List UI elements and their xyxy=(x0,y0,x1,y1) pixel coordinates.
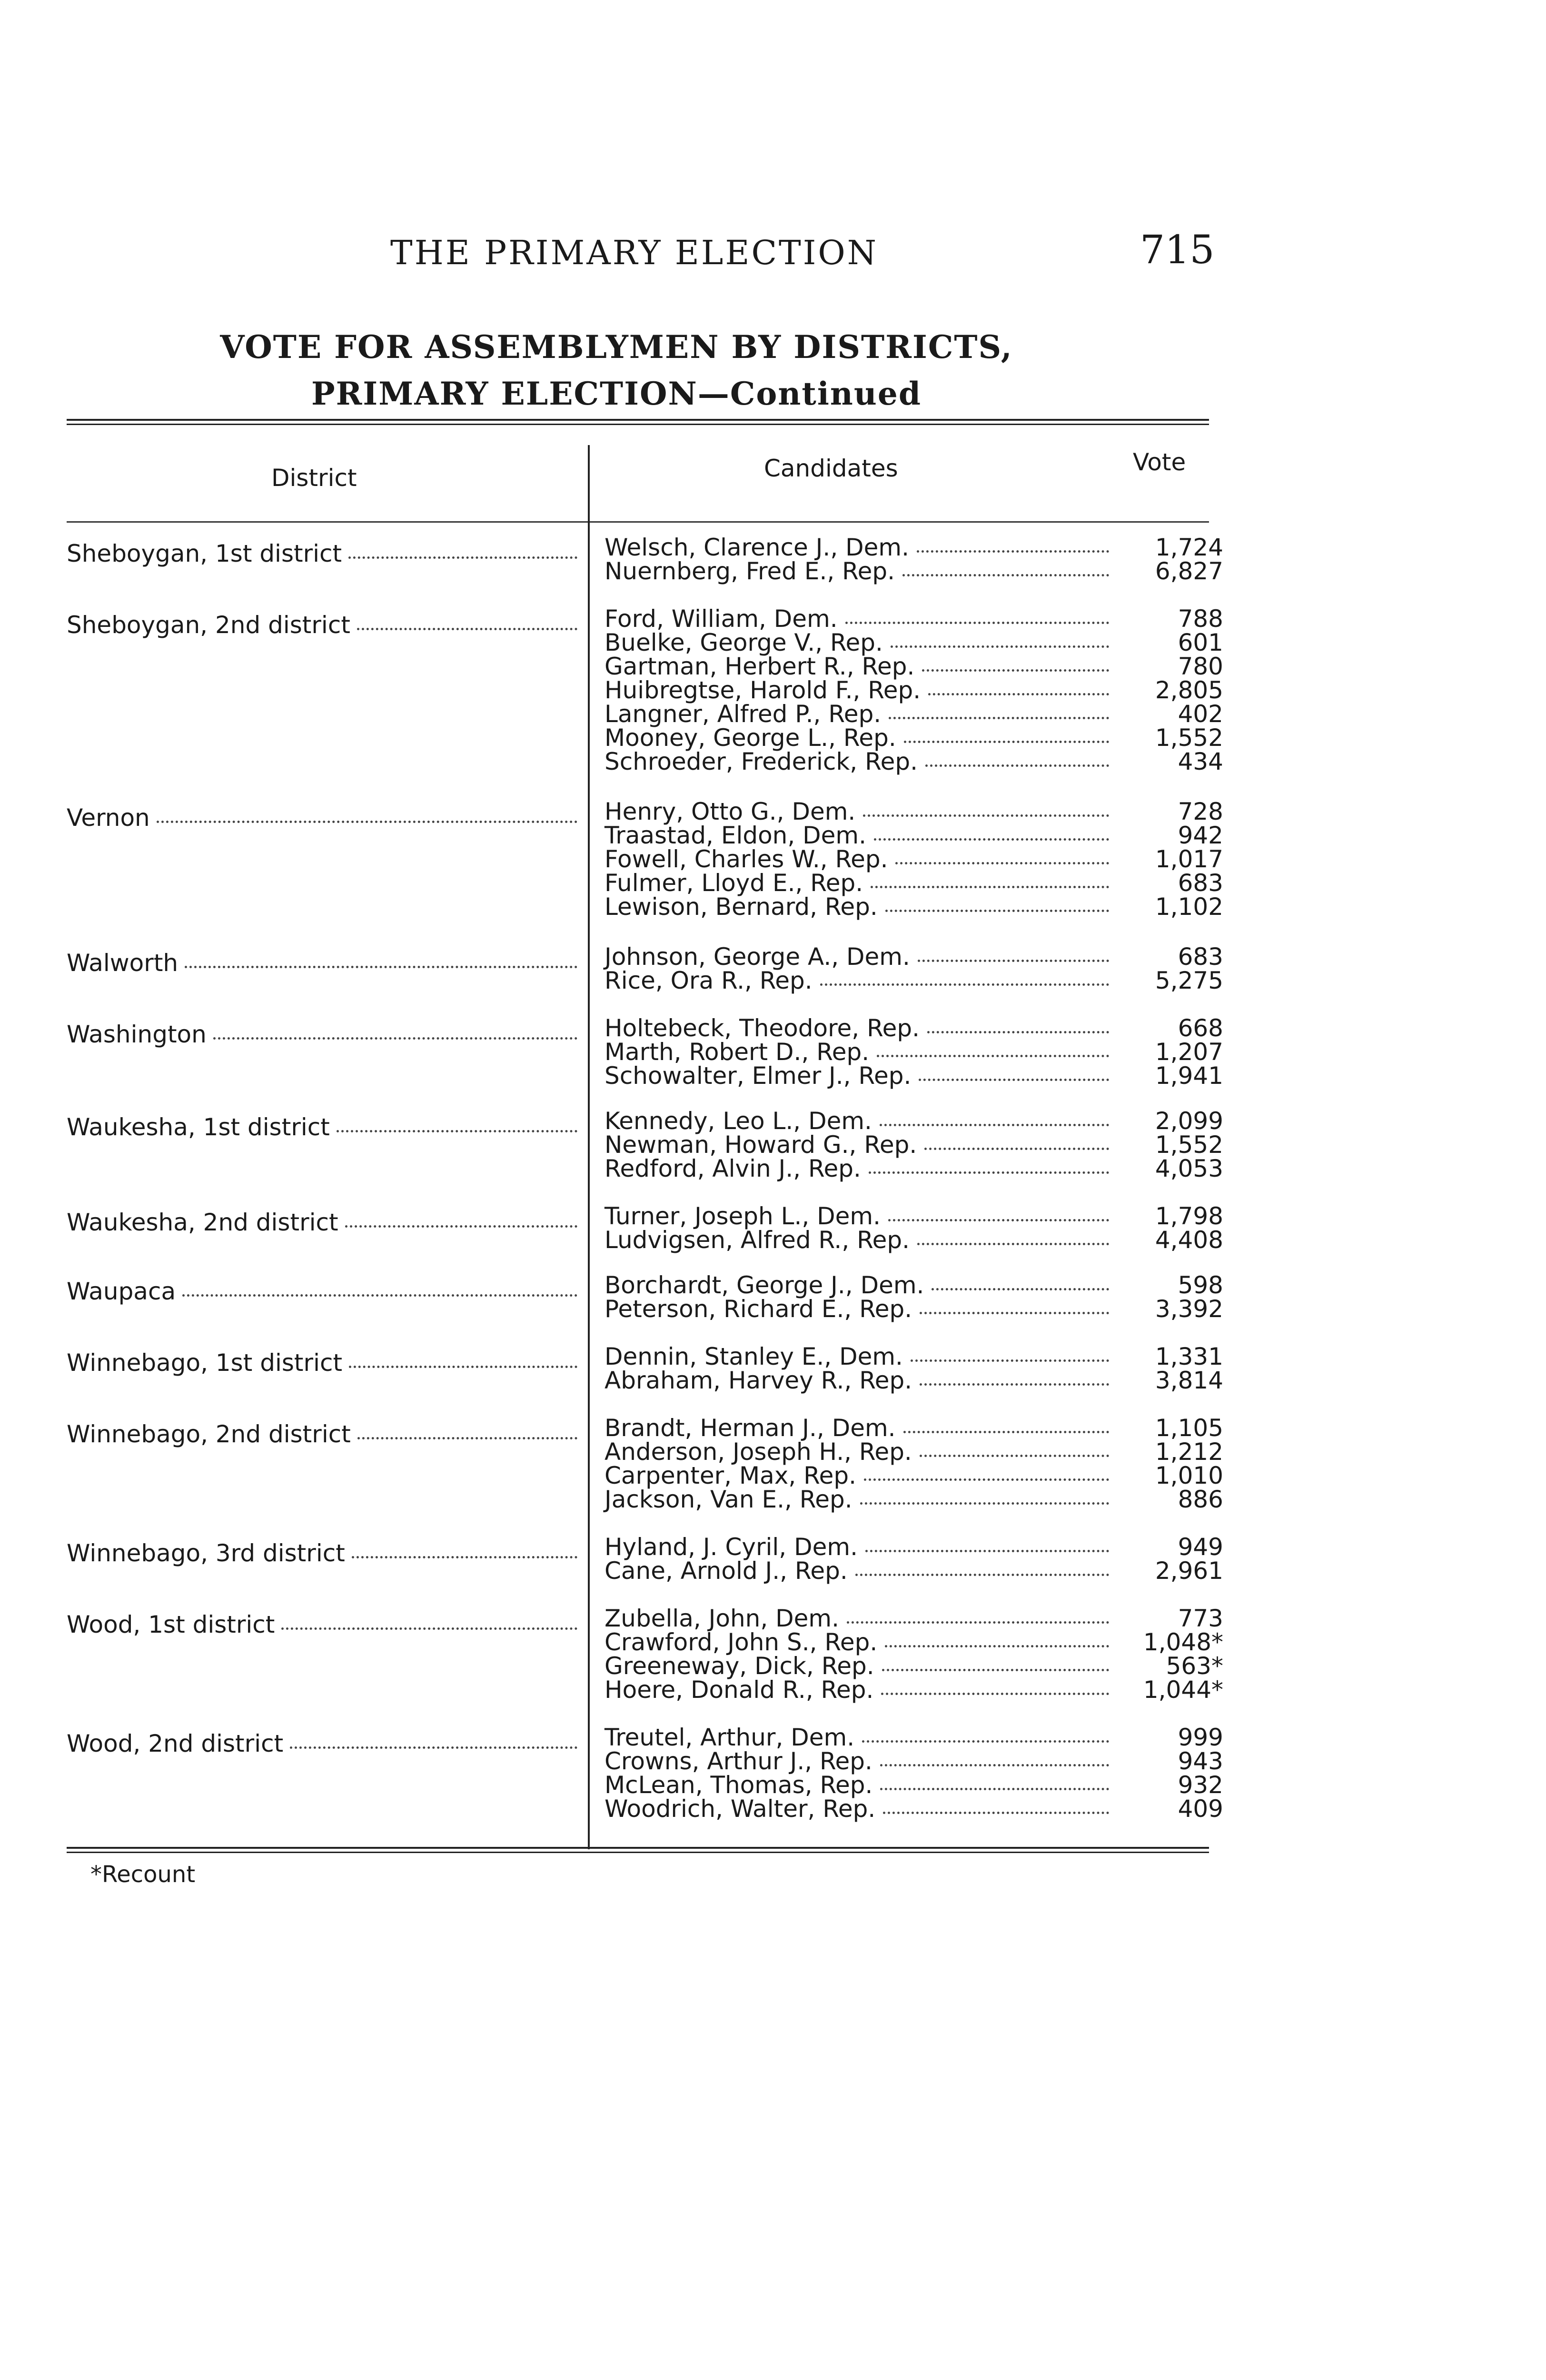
district-name xyxy=(67,950,583,976)
dot-leader xyxy=(903,1431,1109,1433)
district-label: Winnebago, 2nd district xyxy=(67,1420,351,1448)
candidate-name: Cane, Arnold J., Rep. xyxy=(605,1557,848,1585)
vote-count: 886 xyxy=(1178,1486,1223,1513)
candidate-name: Johnson, George A., Dem. xyxy=(605,943,910,971)
candidate-name: Greeneway, Dick, Rep. xyxy=(605,1652,874,1680)
candidate-row xyxy=(605,1368,1223,1392)
dot-leader xyxy=(917,1243,1109,1245)
candidate-row xyxy=(605,1204,1223,1228)
candidate-name: Ludvigsen, Alfred R., Rep. xyxy=(605,1226,910,1254)
candidate-name: Mooney, George L., Rep. xyxy=(605,724,896,752)
dot-leader xyxy=(869,1171,1109,1174)
vote-count: 683 xyxy=(1178,869,1223,897)
table-title-line-2: PRIMARY ELECTION—Continued xyxy=(311,375,922,412)
district-label: Waukesha, 1st district xyxy=(67,1113,330,1141)
vote-count: 999 xyxy=(1178,1724,1223,1751)
candidate-row xyxy=(605,1606,1223,1630)
vote-count: 4,408 xyxy=(1155,1226,1223,1254)
vote-count: 683 xyxy=(1178,943,1223,971)
dot-leader xyxy=(871,886,1109,888)
candidate-row xyxy=(605,1464,1223,1488)
candidate-row xyxy=(605,1726,1223,1749)
candidate-row xyxy=(605,536,1223,559)
dot-leader xyxy=(920,1312,1109,1314)
candidate-name: Marth, Robert D., Rep. xyxy=(605,1038,870,1066)
district-name xyxy=(67,1421,583,1448)
district-name xyxy=(67,804,583,831)
dot-leader xyxy=(922,669,1109,672)
candidate-row xyxy=(605,1488,1223,1511)
vote-count: 1,331 xyxy=(1155,1343,1223,1370)
vote-count: 942 xyxy=(1178,822,1223,849)
candidate-name: Borchardt, George J., Dem. xyxy=(605,1271,924,1299)
candidate-name: Fowell, Charles W., Rep. xyxy=(605,845,888,873)
candidate-name: Crowns, Arthur J., Rep. xyxy=(605,1747,872,1775)
dot-leader xyxy=(845,622,1109,624)
candidate-row xyxy=(605,1157,1223,1180)
dot-leader xyxy=(881,1693,1109,1695)
vote-count: 1,724 xyxy=(1155,534,1223,561)
candidate-name: Huibregtse, Harold F., Rep. xyxy=(605,676,921,704)
candidate-name: Crawford, John S., Rep. xyxy=(605,1628,878,1656)
candidate-name: Fulmer, Lloyd E., Rep. xyxy=(605,869,863,897)
candidate-row xyxy=(605,607,1223,631)
dot-leader xyxy=(348,556,577,559)
dot-leader xyxy=(863,814,1109,817)
candidate-row xyxy=(605,1228,1223,1252)
header-rule xyxy=(67,521,1209,523)
vote-count: 1,017 xyxy=(1155,845,1223,873)
candidate-row xyxy=(605,1133,1223,1157)
dot-leader xyxy=(880,1124,1109,1126)
dot-leader xyxy=(924,1148,1109,1150)
district-label: Walworth xyxy=(67,949,178,977)
top-rule xyxy=(67,419,1209,425)
vote-count: 780 xyxy=(1178,653,1223,680)
candidate-name: Woodrich, Walter, Rep. xyxy=(605,1795,876,1823)
candidate-row xyxy=(605,631,1223,654)
dot-leader xyxy=(185,966,577,968)
vote-count: 6,827 xyxy=(1155,557,1223,585)
candidate-list xyxy=(605,1345,1223,1392)
dot-leader xyxy=(911,1359,1109,1362)
candidate-name: Hoere, Donald R., Rep. xyxy=(605,1676,874,1704)
candidate-name: Anderson, Joseph H., Rep. xyxy=(605,1438,912,1466)
dot-leader xyxy=(357,1437,577,1439)
candidate-row xyxy=(605,1109,1223,1133)
page-number: 715 xyxy=(1140,228,1215,273)
candidate-list xyxy=(605,1204,1223,1252)
district-label: Wood, 1st district xyxy=(67,1611,275,1638)
vote-count: 563* xyxy=(1166,1652,1223,1680)
vote-count: 1,552 xyxy=(1155,724,1223,752)
candidate-list xyxy=(605,1726,1223,1821)
dot-leader xyxy=(917,550,1109,553)
district-label: Sheboygan, 2nd district xyxy=(67,611,350,639)
dot-leader xyxy=(925,764,1109,767)
candidate-row xyxy=(605,1345,1223,1368)
candidate-row xyxy=(605,1040,1223,1064)
dot-leader xyxy=(885,910,1109,912)
bottom-rule xyxy=(67,1847,1209,1853)
dot-leader xyxy=(357,628,577,630)
candidate-row xyxy=(605,1016,1223,1040)
candidate-row xyxy=(605,1297,1223,1321)
district-label: Winnebago, 3rd district xyxy=(67,1539,345,1567)
dot-leader xyxy=(928,693,1109,695)
candidate-row xyxy=(605,800,1223,823)
vote-count: 1,102 xyxy=(1155,893,1223,921)
district-label: Vernon xyxy=(67,804,150,832)
candidate-name: Traastad, Eldon, Dem. xyxy=(605,822,866,849)
candidate-name: McLean, Thomas, Rep. xyxy=(605,1771,873,1799)
candidate-row xyxy=(605,750,1223,774)
dot-leader xyxy=(345,1225,577,1228)
candidate-row xyxy=(605,559,1223,583)
column-header-vote: Vote xyxy=(1133,448,1186,476)
table-title-line-1: VOTE FOR ASSEMBLYMEN BY DISTRICTS, xyxy=(220,328,1013,366)
candidate-row xyxy=(605,895,1223,919)
candidate-row xyxy=(605,1535,1223,1559)
dot-leader xyxy=(349,1366,577,1368)
dot-leader xyxy=(847,1621,1109,1624)
candidate-list xyxy=(605,1416,1223,1511)
district-name xyxy=(67,1730,583,1757)
district-label: Waupaca xyxy=(67,1278,176,1305)
vote-count: 1,010 xyxy=(1155,1462,1223,1489)
vote-count: 3,814 xyxy=(1155,1367,1223,1394)
vote-count: 601 xyxy=(1178,629,1223,656)
vote-count: 3,392 xyxy=(1155,1295,1223,1323)
candidate-name: Schowalter, Elmer J., Rep. xyxy=(605,1062,912,1090)
dot-leader xyxy=(888,1219,1109,1221)
candidate-name: Welsch, Clarence J., Dem. xyxy=(605,534,909,561)
vote-count: 1,048* xyxy=(1143,1628,1223,1656)
district-name xyxy=(67,612,583,638)
candidate-name: Langner, Alfred P., Rep. xyxy=(605,700,882,728)
dot-leader xyxy=(877,1055,1109,1057)
dot-leader xyxy=(918,960,1109,962)
dot-leader xyxy=(213,1037,577,1040)
vote-count: 788 xyxy=(1178,605,1223,633)
vote-count: 5,275 xyxy=(1155,967,1223,994)
candidate-row xyxy=(605,678,1223,702)
dot-leader xyxy=(932,1288,1109,1290)
candidate-row xyxy=(605,871,1223,895)
candidate-name: Turner, Joseph L., Dem. xyxy=(605,1202,881,1230)
candidate-row xyxy=(605,1749,1223,1773)
candidate-name: Dennin, Stanley E., Dem. xyxy=(605,1343,903,1370)
candidate-row xyxy=(605,1559,1223,1583)
candidate-row xyxy=(605,945,1223,969)
district-name xyxy=(67,1114,583,1140)
dot-leader xyxy=(865,1550,1109,1552)
district-name xyxy=(67,1278,583,1305)
vote-count: 2,961 xyxy=(1155,1557,1223,1585)
candidate-name: Brandt, Herman J., Dem. xyxy=(605,1414,896,1442)
dot-leader xyxy=(882,1669,1109,1671)
dot-leader xyxy=(904,741,1109,743)
dot-leader xyxy=(885,1645,1109,1647)
candidate-list xyxy=(605,1273,1223,1321)
district-label: Winnebago, 1st district xyxy=(67,1349,343,1377)
candidate-name: Schroeder, Frederick, Rep. xyxy=(605,748,918,775)
dot-leader xyxy=(889,717,1109,719)
dot-leader xyxy=(902,574,1109,576)
candidate-row xyxy=(605,823,1223,847)
candidate-row xyxy=(605,1416,1223,1440)
dot-leader xyxy=(880,1788,1109,1790)
candidate-row xyxy=(605,1773,1223,1797)
candidate-row xyxy=(605,969,1223,992)
candidate-row xyxy=(605,1797,1223,1821)
candidate-row xyxy=(605,1678,1223,1702)
vote-count: 1,207 xyxy=(1155,1038,1223,1066)
district-label: Wood, 2nd district xyxy=(67,1730,284,1757)
district-label: Waukesha, 2nd district xyxy=(67,1209,338,1236)
dot-leader xyxy=(880,1764,1109,1766)
candidate-name: Buelke, George V., Rep. xyxy=(605,629,883,656)
dot-leader xyxy=(855,1574,1109,1576)
district-label: Washington xyxy=(67,1021,207,1048)
vote-count: 773 xyxy=(1178,1605,1223,1632)
candidate-name: Carpenter, Max, Rep. xyxy=(605,1462,857,1489)
district-name xyxy=(67,1611,583,1638)
candidate-list xyxy=(605,800,1223,919)
vote-count: 943 xyxy=(1178,1747,1223,1775)
dot-leader xyxy=(864,1478,1109,1481)
dot-leader xyxy=(862,1740,1109,1743)
dot-leader xyxy=(860,1502,1109,1505)
candidate-name: Ford, William, Dem. xyxy=(605,605,838,633)
vote-count: 1,941 xyxy=(1155,1062,1223,1090)
candidate-name: Jackson, Van E., Rep. xyxy=(605,1486,852,1513)
candidate-name: Holtebeck, Theodore, Rep. xyxy=(605,1014,920,1042)
vote-count: 728 xyxy=(1178,798,1223,825)
vote-count: 4,053 xyxy=(1155,1155,1223,1182)
candidate-row xyxy=(605,847,1223,871)
candidate-name: Henry, Otto G., Dem. xyxy=(605,798,856,825)
dot-leader xyxy=(820,983,1109,986)
candidate-name: Redford, Alvin J., Rep. xyxy=(605,1155,861,1182)
vote-count: 2,805 xyxy=(1155,676,1223,704)
dot-leader xyxy=(290,1746,577,1749)
vote-count: 1,044* xyxy=(1143,1676,1223,1704)
table-title xyxy=(200,324,1033,417)
candidate-name: Newman, Howard G., Rep. xyxy=(605,1131,917,1159)
column-header-candidates: Candidates xyxy=(764,455,898,482)
column-header-district: District xyxy=(271,464,357,492)
district-name xyxy=(67,1349,583,1376)
district-name xyxy=(67,1540,583,1567)
candidate-name: Gartman, Herbert R., Rep. xyxy=(605,653,915,680)
candidate-name: Zubella, John, Dem. xyxy=(605,1605,840,1632)
vote-count: 1,212 xyxy=(1155,1438,1223,1466)
vote-count: 949 xyxy=(1178,1533,1223,1561)
vote-count: 598 xyxy=(1178,1271,1223,1299)
dot-leader xyxy=(927,1031,1109,1033)
vote-count: 668 xyxy=(1178,1014,1223,1042)
candidate-list xyxy=(605,607,1223,774)
candidate-row xyxy=(605,726,1223,750)
dot-leader xyxy=(895,862,1109,864)
vote-count: 2,099 xyxy=(1155,1107,1223,1135)
candidate-name: Hyland, J. Cyril, Dem. xyxy=(605,1533,858,1561)
candidate-row xyxy=(605,702,1223,726)
candidate-name: Nuernberg, Fred E., Rep. xyxy=(605,557,895,585)
candidate-name: Rice, Ora R., Rep. xyxy=(605,967,813,994)
candidate-row xyxy=(605,1064,1223,1088)
dot-leader xyxy=(920,1383,1109,1386)
vote-count: 932 xyxy=(1178,1771,1223,1799)
candidate-row xyxy=(605,1273,1223,1297)
dot-leader xyxy=(281,1627,577,1630)
dot-leader xyxy=(883,1812,1109,1814)
candidate-list xyxy=(605,1109,1223,1180)
vote-count: 402 xyxy=(1178,700,1223,728)
district-label: Sheboygan, 1st district xyxy=(67,540,342,567)
candidate-name: Kennedy, Leo L., Dem. xyxy=(605,1107,872,1135)
candidate-list xyxy=(605,1016,1223,1088)
district-name xyxy=(67,540,583,567)
district-name xyxy=(67,1021,583,1048)
dot-leader xyxy=(874,838,1109,841)
vote-count: 1,552 xyxy=(1155,1131,1223,1159)
candidate-list xyxy=(605,1606,1223,1702)
dot-leader xyxy=(337,1130,577,1132)
running-head: THE PRIMARY ELECTION xyxy=(390,233,878,272)
dot-leader xyxy=(891,645,1109,648)
dot-leader xyxy=(157,821,577,823)
dot-leader xyxy=(352,1556,577,1558)
candidate-name: Lewison, Bernard, Rep. xyxy=(605,893,878,921)
candidate-name: Treutel, Arthur, Dem. xyxy=(605,1724,855,1751)
candidate-row xyxy=(605,1654,1223,1678)
candidate-name: Abraham, Harvey R., Rep. xyxy=(605,1367,912,1394)
vote-count: 1,798 xyxy=(1155,1202,1223,1230)
candidate-row xyxy=(605,1630,1223,1654)
column-divider xyxy=(588,445,590,1849)
candidate-list xyxy=(605,945,1223,992)
vote-count: 434 xyxy=(1178,748,1223,775)
dot-leader xyxy=(182,1294,577,1297)
vote-count: 1,105 xyxy=(1155,1414,1223,1442)
district-name xyxy=(67,1209,583,1236)
dot-leader xyxy=(920,1455,1109,1457)
candidate-list xyxy=(605,1535,1223,1583)
dot-leader xyxy=(919,1079,1109,1081)
vote-count: 409 xyxy=(1178,1795,1223,1823)
candidate-name: Peterson, Richard E., Rep. xyxy=(605,1295,912,1323)
footnote: *Recount xyxy=(90,1861,196,1888)
candidate-row xyxy=(605,1440,1223,1464)
candidate-list xyxy=(605,536,1223,583)
candidate-row xyxy=(605,654,1223,678)
